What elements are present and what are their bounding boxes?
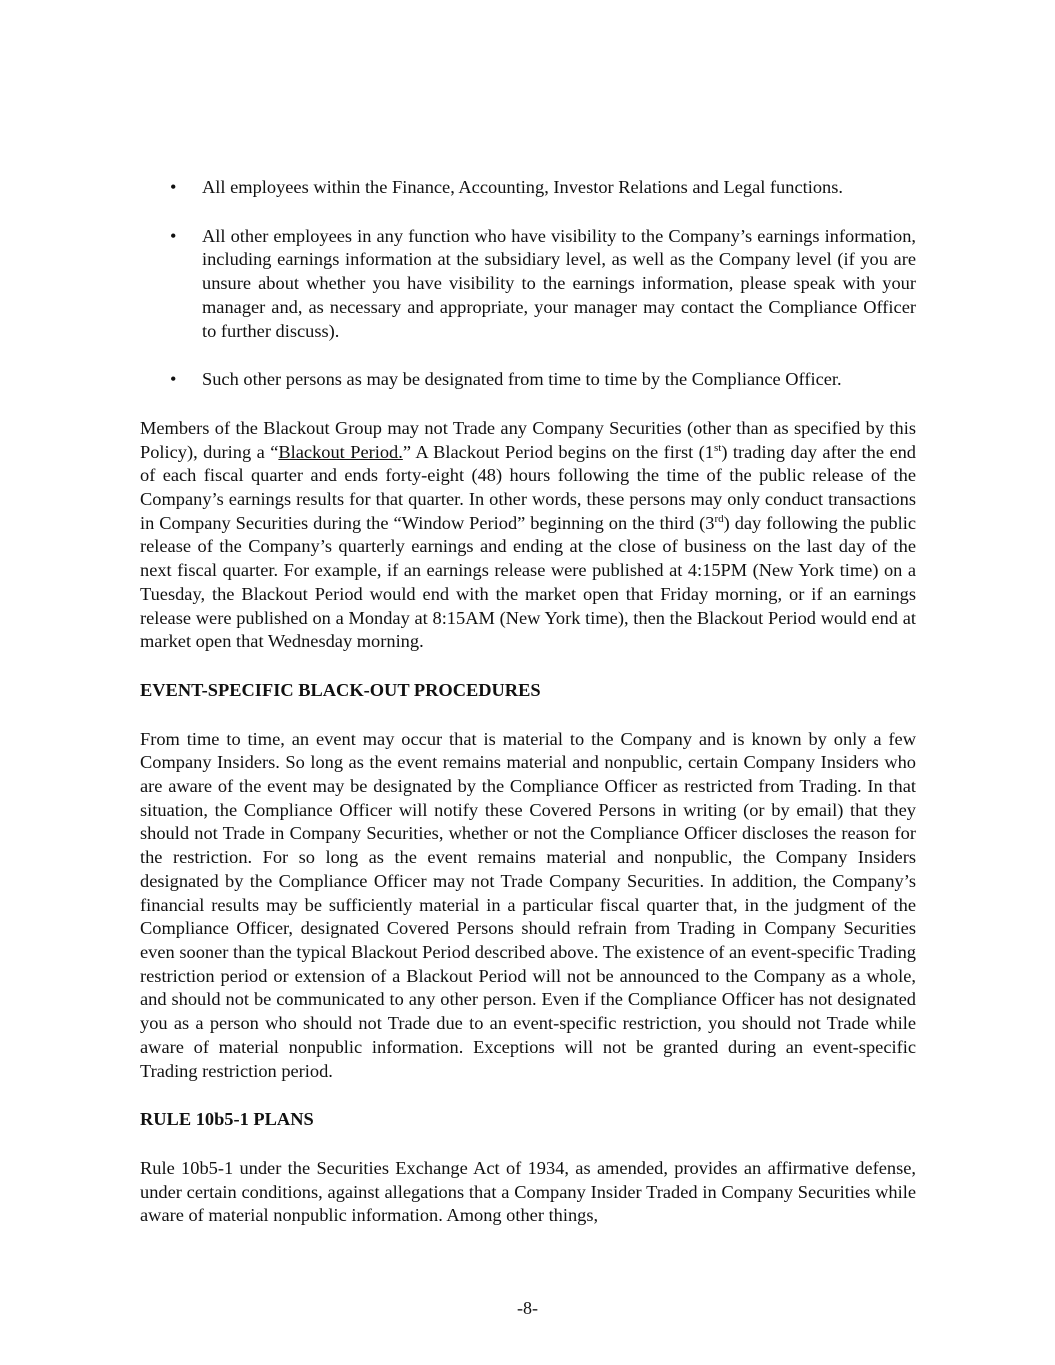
ordinal-superscript: st bbox=[714, 441, 722, 454]
list-item-text: All employees within the Finance, Accounting, Investor Relations and Legal functions. bbox=[202, 177, 843, 197]
rule-10b5-1-paragraph: Rule 10b5-1 under the Securities Exchange Act of 1934, as amended, provides an affirmative defense, under certain conditions, against allegations that a Company Insider Traded in Company Securities while aware of material nonpublic information. Among other things, bbox=[140, 1157, 916, 1226]
paragraph-text: ) trading day after the end of each fiscal quarter and ends forty-eight (48) hours following the time of the public release of the Company’s earnings results for that quarter. In other words, these persons may only conduct transactions in Company Securities during the “Window Period” beginning on the third (3 bbox=[140, 441, 917, 533]
section-heading-rule-10b5-1: RULE 10b5-1 PLANS bbox=[140, 1109, 314, 1130]
bullet-icon: • bbox=[170, 177, 177, 197]
list-item-text: Such other persons as may be designated from time to time by the Compliance Officer. bbox=[202, 369, 842, 390]
event-specific-paragraph: From time to time, an event may occur that is material to the Company and is known by only a few Company Insiders. So long as the event remains material and nonpublic, certain Company Insiders who are aware of the event may be designated by the Compliance Officer as restricted from Trading. In that situation, the Compliance Officer will notify these Covered Persons in writing (or by email) that they should not Trade in Company Securities, whether or not the Compliance Officer discloses the reason for the restriction. For so long as the event remains material and nonpublic, the Company Insiders designated by the Compliance Officer may not Trade Company Securities. In addition, the Company’s financial results may be sufficiently material in a particular fiscal quarter that, in the judgment of the Compliance Officer, designated Covered Persons should refrain from Trading in Company Securities even sooner than the typical Blackout Period described above. The existence of an event-specific Trading restriction period or extension of a Blackout Period will not be announced to the Company as a whole, and should not be communicated to any other person. Even if the Compliance Officer has not designated you as a person who should not Trade due to an event-specific restriction, you should not Trade while aware of material nonpublic information. Exceptions will not be granted during an event-specific Trading restriction period. bbox=[140, 728, 916, 1081]
bullet-icon: • bbox=[170, 225, 177, 246]
list-item-text: All other employees in any function who have visibility to the Company’s earnings information, including earnings information at the subsidiary level, as well as the Company level (if you are unsure about whether you have visibility to the earnings information, please speak with your manager and, as necessary and appropriate, your manager may contact the Compliance Officer to further discuss). bbox=[202, 225, 916, 341]
paragraph-text: ) day following the public release of the Company’s quarterly earnings and ending at the close of business on the last day of the next fiscal quarter. For example, if an earnings release were published at 4:15PM (New York time) on a Tuesday, the Blackout Period would end with the market open that Friday morning, or if an earnings release were published on a Monday at 8:15AM (New York time), then the Blackout Period would end at market open that Wednesday morning. bbox=[140, 512, 916, 652]
bullet-icon: • bbox=[170, 369, 177, 390]
section-heading-event-specific: EVENT-SPECIFIC BLACK-OUT PROCEDURES bbox=[140, 679, 541, 700]
blackout-period-paragraph bbox=[140, 417, 916, 654]
blackout-period-term: Blackout Period. bbox=[278, 441, 403, 462]
page-number: -8- bbox=[517, 1298, 538, 1318]
list-item bbox=[140, 176, 916, 200]
paragraph-text: ” A Blackout Period begins on the first (1 bbox=[402, 441, 714, 462]
list-item bbox=[140, 368, 916, 392]
document-body bbox=[140, 176, 916, 1253]
blackout-group-list bbox=[140, 176, 916, 392]
ordinal-superscript: rd bbox=[714, 512, 724, 525]
paragraph-text: Members of the Blackout Group may not Trade any Company Securities (other than as specified by this Policy), during a “ bbox=[140, 417, 916, 462]
list-item bbox=[140, 225, 916, 344]
